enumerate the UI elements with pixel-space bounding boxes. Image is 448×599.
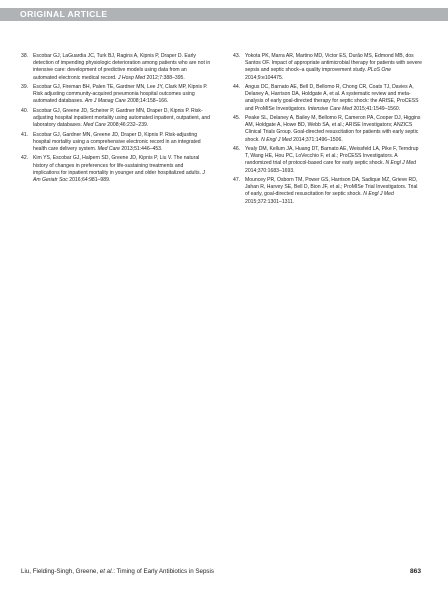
reference-number: 47. [233, 177, 241, 183]
reference-body: Escobar GJ, Fireman BH, Palen TE, Gardner MN, Lee JY, Clark MP, Kipnis P. Risk adjusting community-acquired pneumonia hospital outcomes using automated databases. [33, 84, 208, 105]
reference-journal: N Engl J Med [261, 136, 292, 143]
reference-journal: Intensive Care Med [307, 105, 353, 112]
reference-item [21, 108, 211, 130]
reference-item [233, 53, 423, 82]
reference-citation: 2016;64:981–989. [67, 177, 111, 183]
reference-body: Yokota PK, Marra AR, Martino MD, Victor ES, Durão MS, Edmond MB, dos Santos OF. Impact of appropriate antimicrobial therapy for patients with severe sepsis and septic shock–a quality improvement study. [245, 53, 422, 74]
reference-body: Escobar GJ, Greene JD, Scheirer P, Gardner MN, Draper D, Kipnis P. Risk-adjusting hospital inpatient mortality using automated inpatient, outpatient, and laboratory databases. [33, 107, 210, 129]
reference-text [245, 84, 423, 113]
reference-item [233, 84, 423, 113]
reference-body: Yealy DM, Kellum JA, Huang DT, Barnato AE, Weissfeld LA, Pike F, Terndrup T, Wang HE, Hou PC, LoVecchio F, et al.; ProCESS Investigators. A randomized trial of protocol-based care for early septic shock. [245, 146, 419, 167]
reference-journal: J Hosp Med [117, 74, 146, 81]
running-head [21, 567, 214, 577]
reference-number: 40. [21, 107, 29, 114]
reference-journal: PLoS One [367, 67, 392, 74]
reference-number: 43. [233, 53, 241, 59]
section-label: ORIGINAL ARTICLE [20, 9, 108, 19]
reference-body: Escobar GJ, Gardner MN, Greene JD, Draper D, Kipnis P. Risk-adjusting hospital mortality using a comprehensive electronic record in an integrated health care delivery system. [33, 131, 201, 152]
reference-journal: J Am Geriatr Soc [33, 169, 205, 183]
reference-body: Angus DC, Barnato AE, Bell D, Bellomo R, Chong CR, Coats TJ, Davies A, Delaney A, Harrison DA, Holdgate A, et al. A systematic review and meta-analysis of early goal-directed therapy for septic shock: the ARISE, ProCESS and ProMISe Investigators. [245, 84, 419, 112]
reference-text [33, 84, 211, 106]
running-head-title: : Timing of Early Antibiotics in Sepsis [113, 568, 214, 575]
reference-text [33, 53, 211, 82]
reference-item [21, 84, 211, 106]
reference-journal: Am J Manag Care [84, 98, 126, 105]
running-head-etal: et al. [99, 568, 114, 575]
reference-item [233, 177, 423, 206]
reference-number: 41. [21, 131, 29, 138]
reference-text [245, 177, 423, 206]
reference-citation: 2015;372:1301–1311. [245, 198, 295, 205]
reference-number: 46. [233, 146, 241, 152]
reference-citation: 2012;7:388–395. [145, 74, 185, 81]
reference-item [21, 132, 211, 154]
running-head-authors: Liu, Fielding-Singh, Greene, [21, 568, 100, 575]
reference-number: 42. [21, 155, 29, 162]
page-number: 863 [409, 568, 421, 575]
reference-text [33, 108, 211, 130]
reference-citation: 2014;371:1496–1506. [291, 136, 343, 143]
page-footer [21, 567, 421, 577]
reference-citation: 2014;370:1683–1693. [245, 167, 295, 174]
reference-citation: 2008;46:232–239. [105, 122, 149, 129]
reference-item [21, 155, 211, 184]
reference-journal: Med Care [97, 146, 120, 152]
reference-text [33, 132, 211, 154]
reference-item [233, 115, 423, 144]
reference-number: 45. [233, 115, 241, 121]
reference-text [33, 155, 211, 184]
reference-item [21, 53, 211, 82]
section-banner [0, 8, 448, 21]
reference-text [245, 53, 423, 82]
references-column-right [233, 53, 423, 208]
reference-body: Peake SL, Delaney A, Bailey M, Bellomo R, Cameron PA, Cooper DJ, Higgins AM, Holdgate A, Howe BD, Webb SA, et al.; ARISE Investigators; ANZICS Clinical Trials Group. Goal-directed resuscitation for patients with early septic shock. [245, 115, 421, 143]
reference-number: 39. [21, 84, 29, 90]
reference-journal: Med Care [83, 122, 106, 129]
reference-body: Mouncey PR, Osborn TM, Power GS, Harrison DA, Sadique MZ, Grieve RD, Jahan R, Harvey SE, Bell D, Bion JF, et al.; ProMISe Trial Investigators. Trial of early, goal-directed resuscitation for septic shock. [245, 177, 418, 198]
reference-journal: N Engl J Med [363, 191, 394, 198]
references-column-left [21, 53, 211, 186]
reference-citation: 2014;9:e104475. [245, 74, 284, 81]
reference-text [245, 146, 423, 175]
reference-body: Escobar GJ, LaGuardia JC, Turk BJ, Ragins A, Kipnis P, Draper D. Early detection of impending physiologic deterioration among patients who are not in intensive care: development of predictive models using data from an automated electronic medical record. [33, 53, 211, 81]
reference-journal: N Engl J Med [385, 160, 417, 167]
reference-citation: 2013;51:446–453. [119, 146, 163, 152]
reference-citation: 2015;41:1549–1560. [352, 105, 401, 112]
reference-text [245, 115, 423, 144]
reference-number: 44. [233, 84, 241, 90]
reference-citation: 2008;14:158–166. [125, 98, 169, 105]
reference-number: 38. [21, 53, 29, 59]
reference-item [233, 146, 423, 175]
reference-body: Kim YS, Escobar GJ, Halpern SD, Greene JD, Kipnis P, Liu V. The natural history of changes in preferences for life-sustaining treatments and implications for inpatient mortality in younger and older hospitalized adults. [33, 155, 203, 176]
